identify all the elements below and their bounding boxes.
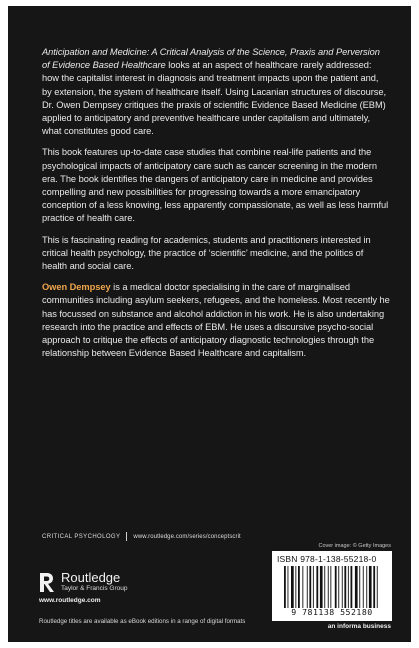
barcode-bar <box>377 566 378 608</box>
barcode-bar <box>330 566 331 608</box>
barcode-bar <box>298 566 300 608</box>
barcode-bar <box>373 566 375 608</box>
barcode-icon <box>284 566 380 608</box>
publisher-group: Taylor & Francis Group <box>61 585 128 592</box>
barcode-bar <box>295 566 296 608</box>
series-label: CRITICAL PSYCHOLOGY <box>42 533 121 540</box>
barcode-bar <box>348 566 349 608</box>
book-title: Anticipation and Medicine: A Critical Analysis of the Science, Praxis and Perversion of Evidence Based Healthcare <box>42 47 380 71</box>
barcode-bar <box>363 566 364 608</box>
series-divider <box>126 532 127 541</box>
barcode-bar <box>302 566 303 608</box>
barcode-bar <box>307 566 308 608</box>
barcode-bar <box>335 566 337 608</box>
ebook-note: Routledge titles are available as eBook editions in a range of digital formats <box>39 618 246 625</box>
blurb <box>42 46 390 368</box>
intro-text: looks at an aspect of healthcare rarely addressed: how the capitalist interest in diagnosis and treatment impacts upon the patient and, by extension, the system of healthcare itself. Using Lacanian structures of discourse, Dr. Owen Dempsey critiques the praxis of scientific Evidence Based Medicine (EBM) applied to anticipatory and preventive healthcare under capitalism and ultimately, what constitutes good care. <box>42 60 386 137</box>
audience-paragraph: This is fascinating reading for academics, students and practitioners interested in critical health psychology, the practice of ‘scientific’ medicine, and the politics of health and social care. <box>42 234 371 272</box>
barcode-bar <box>359 566 360 608</box>
barcode-bar <box>342 566 343 608</box>
barcode-bar <box>328 566 329 608</box>
author-bio-text: is a medical doctor specialising in the care of marginalised communities including asylum seekers, refugees, and the homeless. Most recently he has focussed on substance and alcohol addiction in his work. He is also undertaking research into the practice and effects of EBM. He uses a discursive psycho-social approach to critique the effects of anticipatory diagnostic technologies through the relationship between Evidence Based Healthcare and capitalism. <box>42 282 390 359</box>
barcode-bar <box>320 566 323 608</box>
barcode-bar <box>324 566 325 608</box>
intro-paragraph <box>42 46 390 138</box>
routledge-logo <box>39 571 127 593</box>
informa-tagline: an informa business <box>327 623 391 630</box>
barcode-bar <box>313 566 314 608</box>
author-name: Owen Dempsey <box>42 282 111 293</box>
barcode-bar <box>369 566 372 608</box>
publisher-url[interactable]: www.routledge.com <box>39 597 101 604</box>
barcode-digits: 9 781138 552180 <box>291 607 373 617</box>
barcode-bar <box>355 566 358 608</box>
barcode-bar <box>291 566 294 608</box>
barcode-bar <box>366 566 367 608</box>
barcode-bar <box>284 566 286 608</box>
barcode-bar <box>344 566 346 608</box>
isbn-label: ISBN 978-1-138-55218-0 <box>277 554 377 564</box>
barcode-panel <box>272 551 392 621</box>
back-cover <box>8 6 411 642</box>
barcode-bar <box>351 566 353 608</box>
case-studies-paragraph: This book features up-to-date case studies that combine real-life patients and the psychological impacts of anticipatory care such as cancer screening in the modern era. The book identifies the dangers of anticipatory care in medicine and provides compelling and new possibilities for progressing towards a more emancipatory conception of a less knowing, less apparently compassionate, as well as less harmful practice of health care. <box>42 147 389 224</box>
author-bio <box>42 281 390 360</box>
publisher-name: Routledge <box>61 570 121 585</box>
cover-image-credit: Cover image: © Getty Images <box>318 543 391 549</box>
barcode-bar <box>316 566 318 608</box>
barcode-bar <box>288 566 289 608</box>
series-url: www.routledge.com/series/conceptscrit <box>133 533 241 540</box>
series-info <box>42 532 241 541</box>
barcode-bar <box>309 566 311 608</box>
routledge-r-icon <box>39 571 57 593</box>
barcode-bar <box>338 566 339 608</box>
